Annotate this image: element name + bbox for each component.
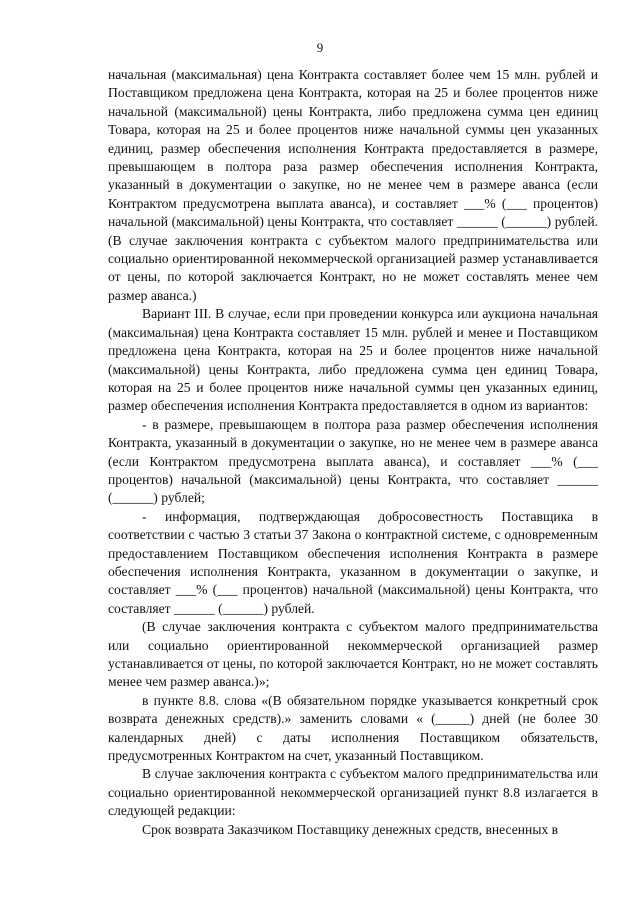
paragraph-small-business-clause-8-8: В случае заключения контракта с субъектом малого предпринимательства или социально ориентированной некоммерческой организацией пункт 8.8 излагается в следующей редакции: [108,766,598,819]
page-number: 9 [316,40,324,55]
paragraph-variant-ii-continuation: начальная (максимальная) цена Контракта составляет более чем 15 млн. рублей и Поставщиком предложена цена Контракта, которая на 25 и более процентов ниже начальной (максимальной) цены Контракта, либо предложена сумма цен единиц Товара, которая на 25 и более процентов ниже начальной суммы цен указанных единиц, размер обеспечения исполнения Контракта предоставляется в размере, превышающем в полтора раза размер обеспечения исполнения Контракта, указанный в документации о закупке, но не менее чем в размере аванса (если Контрактом предусмотрена выплата аванса), и составляет ___% (___ процентов) начальной (максимальной) цены Контракта, что составляет ______ (______) рублей. (В случае заключения контракта с субъектом малого предпринимательства или социально ориентированной некоммерческой организацией размер устанавливается от цены, по которой заключается Контракт, но не может составлять менее чем размер аванса.) [108,67,598,303]
document-body [108,66,598,839]
paragraph-option-good-faith-info: - информация, подтверждающая добросовестность Поставщика в соответствии с частью 3 статьи 37 Закона о контрактной системе, с одновременным предоставлением Поставщиком обеспечения исполнения Контракта в размере обеспечения исполнения Контракта, указанном в документации о закупке, и составляет ___% (___ процентов) начальной (максимальной) цены Контракта, что составляет ______ (______) рублей. [108,508,598,616]
paragraph-refund-term: Срок возврата Заказчиком Поставщику денежных средств, внесенных в [142,821,559,837]
paragraph-clause-8-8-amendment: в пункте 8.8. слова «(В обязательном порядке указывается конкретный срок возврата денежных средств).» заменить словами « (_____) дней (не более 30 календарных дней) с даты исполнения Поставщиком обязательств, предусмотренных Контрактом на счет, указанный Поставщиком. [108,692,598,764]
paragraph-variant-iii: Вариант III. В случае, если при проведении конкурса или аукциона начальная (максимальная) цена Контракта составляет 15 млн. рублей и менее и Поставщиком предложена цена Контракта, которая на 25 и более процентов ниже начальной (максимальной) цены Контракта, либо предложена сумма цен единиц Товара, которая на 25 и более процентов ниже начальной суммы цен указанных единиц, размер обеспечения исполнения Контракта предоставляется в одном из вариантов: [108,306,598,414]
paragraph-small-business-note: (В случае заключения контракта с субъектом малого предпринимательства или социально ориентированной некоммерческой организацией размер устанавливается от цены, по которой заключается Контракт, но не может составлять менее чем размер аванса.)»; [108,619,598,690]
paragraph-option-increased-security: - в размере, превышающем в полтора раза размер обеспечения исполнения Контракта, указанный в документации о закупке, но не менее чем в размере аванса (если Контрактом предусмотрена выплата аванса), и составляет ___% (___ процентов) начальной (максимальной) цены Контракта, что составляет ______ (______) рублей; [108,416,598,506]
